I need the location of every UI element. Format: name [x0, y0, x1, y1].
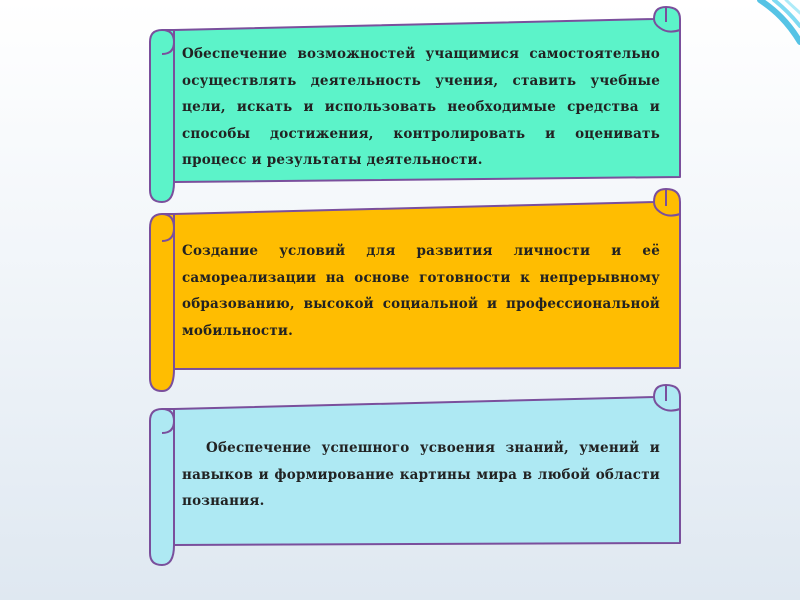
scroll-banner-1 [148, 2, 688, 207]
scroll-banner-3 [148, 383, 688, 568]
scroll-banner-2 [148, 186, 688, 396]
scroll-banner-2-text: Создание условий для развития личности и её самореализации на основе готовности к непрерывному образованию, высокой социальной и профессиональной мобильности. [182, 243, 660, 339]
scroll-banner-3-text: Обеспечение успешного усвоения знаний, умений и навыков и формирование картины мира в любой области познания. [182, 440, 660, 509]
top-right-corner-decoration [730, 0, 800, 70]
scroll-banner-1-text: Обеспечение возможностей учащимися самостоятельно осуществлять деятельность учения, ставить учебные цели, искать и использовать необходимые средства и способы достижения, контролировать и оценивать процесс и результаты деятельности. [182, 46, 660, 168]
